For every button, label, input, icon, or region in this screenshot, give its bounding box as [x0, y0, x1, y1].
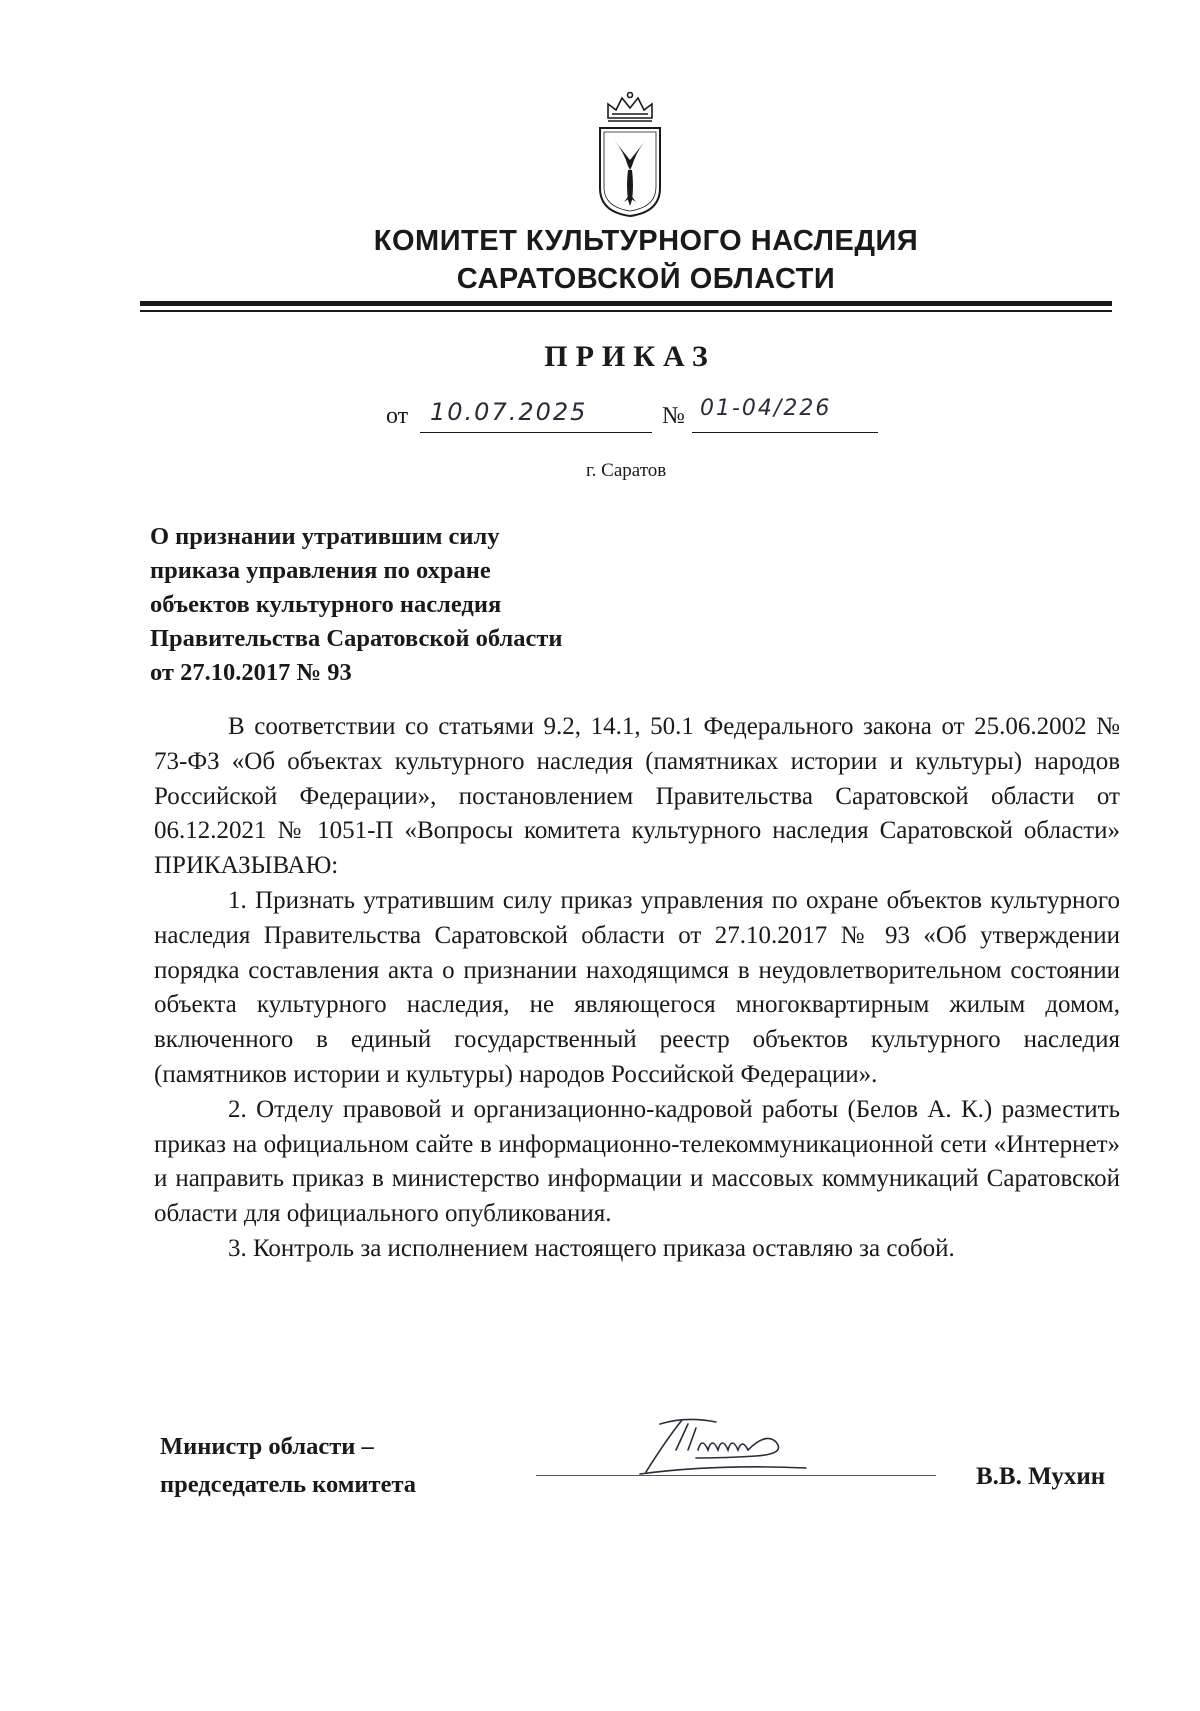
number-underline [692, 432, 878, 433]
city-line: г. Саратов [586, 460, 667, 481]
document-subject [150, 520, 710, 690]
preamble-paragraph: В соответствии со статьями 9.2, 14.1, 50.1 Федерального закона от 25.06.2002 № 73-ФЗ «Об объектах культурного наследия (памятниках истории и культуры) народов Российской Федерации», постановлением Правительства Саратовской области от 06.12.2021 № 1051-П «Вопросы комитета культурного наследия Саратовской области» ПРИКАЗЫВАЮ: [154, 713, 1120, 880]
order-item-1: 1. Признать утратившим силу приказ управления по охране объектов культурного наследия Правительства Саратовской области от 27.10.2017 № 93 «Об утверждении порядка составления акта о признании находящимся в неудовлетворительном состоянии объекта культурного наследия, не являющегося многоквартирным жилым домом, включенного в единый государственный реестр объектов культурного наследия (памятников истории и культуры) народов Российской Федерации». [154, 886, 1120, 1088]
subject-line: Правительства Саратовской области [150, 625, 563, 652]
header-rule-thick [140, 301, 1112, 306]
order-item-3: 3. Контроль за исполнением настоящего приказа оставляю за собой. [228, 1234, 955, 1262]
number-label: № [662, 403, 685, 429]
subject-line: приказа управления по охране [150, 557, 491, 584]
subject-line: О признании утратившим силу [150, 523, 500, 550]
date-label: от [386, 403, 409, 429]
signatory-name: В.В. Мухин [976, 1463, 1106, 1490]
handwritten-signature-icon [636, 1410, 816, 1480]
handwritten-date: 10.07.2025 [430, 398, 588, 426]
organization-name-line1: КОМИТЕТ КУЛЬТУРНОГО НАСЛЕДИЯ [373, 225, 919, 257]
signatory-title [160, 1428, 416, 1504]
header-rule-thin [140, 310, 1112, 312]
subject-line: объектов культурного наследия [150, 591, 502, 618]
document-type-title: ПРИКАЗ [544, 340, 716, 373]
date-underline [420, 432, 652, 433]
signatory-title-line1: Министр области – [160, 1433, 374, 1460]
handwritten-number: 01-04/226 [700, 396, 832, 421]
organization-name-line2: САРАТОВСКОЙ ОБЛАСТИ [456, 263, 836, 295]
signatory-title-line2: председатель комитета [160, 1471, 417, 1498]
subject-line: от 27.10.2017 № 93 [150, 659, 352, 686]
order-item-2: 2. Отделу правовой и организационно-кадровой работы (Белов А. К.) разместить приказ на официальном сайте в информационно-телекоммуникационной сети «Интернет» и направить приказ в министерство информации и массовых коммуникаций Саратовской области для официального опубликования. [154, 1095, 1120, 1228]
coat-of-arms-icon [594, 90, 666, 218]
document-body [154, 710, 1120, 1267]
